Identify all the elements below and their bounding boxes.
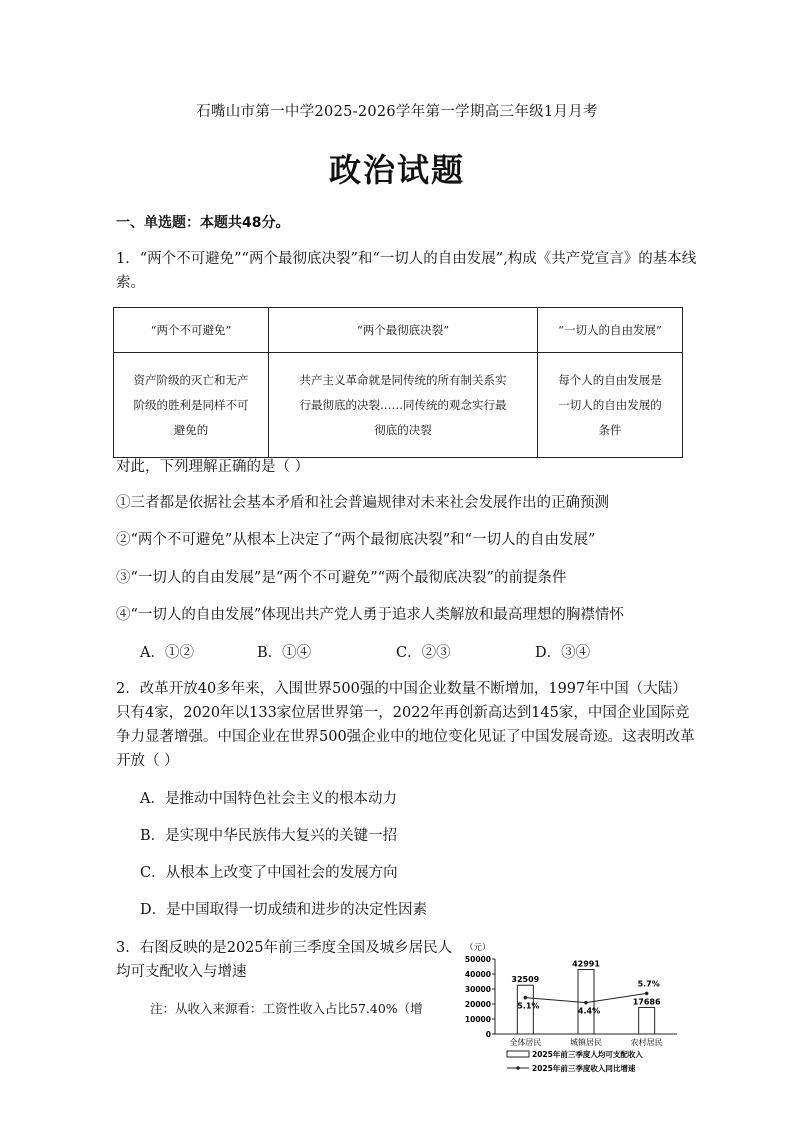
- y-tick-label: 20000: [464, 1000, 491, 1009]
- q2-stem-line2: 只有4家，2020年以133家位居世界第一，2022年再创新高达到145家，中国企业国际竞: [116, 705, 690, 721]
- legend-line-marker: [516, 1066, 520, 1070]
- legend-bar-swatch: [507, 1051, 529, 1057]
- q1-statement-2: ②“两个不可避免”从根本上决定了“两个最彻底决裂”和“一切人的自由发展”: [116, 532, 596, 548]
- table-cell-line: 彻底的决裂: [374, 422, 432, 437]
- bar: [639, 1007, 655, 1034]
- growth-label: 5.1%: [517, 1001, 540, 1011]
- bar-value-label: 42991: [572, 959, 600, 969]
- table-cell: [114, 353, 269, 458]
- q1-statement-3: ③“一切人的自由发展”是“两个不可避免”“两个最彻底决裂”的前提条件: [116, 570, 567, 586]
- table-header-cell: “一切人的自由发展”: [538, 308, 683, 353]
- table-cell-line: 资产阶级的灭亡和无产: [133, 372, 249, 387]
- q1-statement-4: ④“一切人的自由发展”体现出共产党人勇于追求人类解放和最高理想的胸襟情怀: [116, 607, 624, 623]
- growth-point: [524, 996, 528, 1000]
- table-cell-line: 避免的: [173, 422, 209, 437]
- table-cell: [538, 353, 683, 458]
- y-tick-label: 50000: [464, 955, 491, 964]
- q1-option-d[interactable]: D．③④: [535, 645, 591, 661]
- y-unit-label: （元）: [465, 943, 491, 953]
- growth-label: 4.4%: [577, 1006, 601, 1016]
- table-cell: [269, 353, 538, 458]
- growth-label: 5.7%: [637, 979, 660, 989]
- q1-stem-line2: 索。: [116, 275, 145, 291]
- growth-point: [584, 1001, 588, 1005]
- q1-option-a[interactable]: A．①②: [140, 645, 194, 661]
- x-tick-label: 城镇居民: [570, 1038, 602, 1047]
- bar-value-label: 32509: [511, 975, 540, 985]
- y-tick-label: 30000: [464, 985, 491, 994]
- exam-header: 石嘴山市第一中学2025-2026学年第一学期高三年级1月月考: [196, 104, 598, 120]
- page-title: 政治试题: [328, 151, 465, 189]
- table-cell-line: 阶级的胜利是同样不可: [133, 397, 249, 412]
- q3-note: 注：从收入来源看：工资性收入占比57.40%（增: [150, 1001, 423, 1016]
- table-cell-line: 行最彻底的决裂……同传统的观念实行最: [299, 397, 507, 412]
- y-tick-label: 40000: [464, 970, 491, 979]
- q2-stem-line3: 争力显著增强。中国企业在世界500强企业中的地位变化见证了中国发展奇迹。这表明改革: [116, 729, 695, 745]
- growth-point: [645, 992, 649, 996]
- table-cell-line: 条件: [598, 422, 622, 437]
- table-header-cell: “两个最彻底决裂”: [269, 308, 538, 353]
- q2-option-d[interactable]: D．是中国取得一切成绩和进步的决定性因素: [140, 902, 428, 918]
- table-header-cell: “两个不可避免”: [114, 308, 269, 353]
- x-tick-label: 全体居民: [509, 1038, 542, 1047]
- y-tick-label: 10000: [464, 1015, 491, 1024]
- y-tick-label: 0: [485, 1030, 491, 1039]
- table-cell-line: 一切人的自由发展的: [558, 397, 662, 412]
- q2-stem-line4: 开放（ ）: [116, 753, 179, 769]
- q3-stem-line1: 3．右图反映的是2025年前三季度全国及城乡居民人: [116, 940, 453, 956]
- q1-option-b[interactable]: B．①④: [257, 645, 312, 661]
- table-cell-line: 每个人的自由发展是: [558, 372, 662, 387]
- q2-option-a[interactable]: A．是推动中国特色社会主义的根本动力: [140, 791, 397, 807]
- legend-bar-label: 2025年前三季度人均可支配收入: [532, 1050, 643, 1059]
- q1-option-c[interactable]: C．②③: [396, 645, 451, 661]
- q1-prompt: 对此，下列理解正确的是（ ）: [116, 459, 310, 475]
- table-cell-line: 共产主义革命就是同传统的所有制关系实: [299, 372, 507, 387]
- q1-statement-1: ①三者都是依据社会基本矛盾和社会普遍规律对未来社会发展作出的正确预测: [116, 495, 609, 511]
- bar-value-label: 17686: [632, 997, 661, 1007]
- legend-line-label: 2025年前三季度收入同比增速: [532, 1064, 636, 1073]
- x-tick-label: 农村居民: [630, 1038, 663, 1047]
- section-heading: 一、单选题：本题共48分。: [116, 215, 290, 231]
- income-chart: [455, 937, 685, 1087]
- q1-stem-line1: 1．“两个不可避免”“两个最彻底决裂”和“一切人的自由发展”,构成《共产党宣言》的基本线: [116, 251, 697, 267]
- q2-option-c[interactable]: C．从根本上改变了中国社会的发展方向: [140, 865, 398, 881]
- q3-stem-line2: 均可支配收入与增速: [116, 964, 247, 980]
- q1-table: [113, 307, 683, 458]
- q2-option-b[interactable]: B．是实现中华民族伟大复兴的关键一招: [140, 828, 398, 844]
- q2-stem-line1: 2．改革开放40多年来，入围世界500强的中国企业数量不断增加，1997年中国（大陆）: [116, 681, 687, 697]
